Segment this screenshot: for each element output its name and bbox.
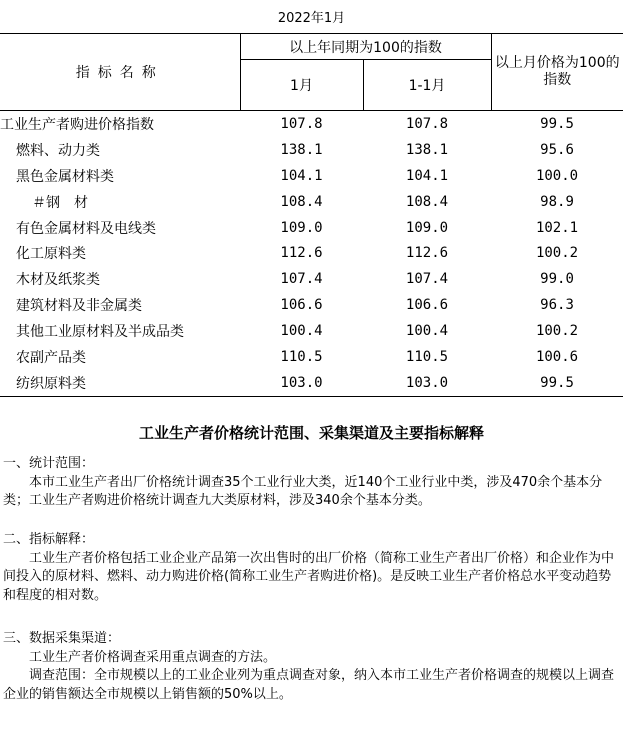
month-value: 110.5 bbox=[280, 348, 323, 365]
cumulative-value: 112.6 bbox=[405, 245, 449, 262]
table-row bbox=[0, 137, 623, 163]
cumulative-value: 109.0 bbox=[405, 219, 449, 236]
month-value: 112.6 bbox=[280, 245, 323, 262]
price-index-table bbox=[0, 33, 623, 397]
indicator-text: 工业生产者价格包括工业企业产品第一次出售时的出厂价格（简称工业生产者出厂价格）和企业作为中间投入的原材料、燃料、动力购进价格(简称工业生产者购进价格)。是反映工业生产者价格总水平变动趋势和程度的相对数。 bbox=[3, 550, 615, 603]
row-name: 工业生产者购进价格指数 bbox=[0, 116, 154, 133]
cumulative-value: 110.5 bbox=[405, 348, 449, 365]
table-row bbox=[0, 111, 623, 137]
channel-heading: 三、数据采集渠道： bbox=[3, 631, 121, 646]
month-value: 108.4 bbox=[280, 193, 323, 210]
header-yoy-group: 以上年同期为100的指数 bbox=[240, 34, 491, 60]
month-value: 107.4 bbox=[280, 271, 323, 288]
mom-value: 100.6 bbox=[535, 348, 579, 365]
table-row bbox=[0, 318, 623, 344]
cumulative-value: 100.4 bbox=[405, 323, 449, 340]
report-date: 2022年1月 bbox=[277, 11, 346, 26]
mom-value: 100.0 bbox=[535, 167, 579, 184]
table-row bbox=[0, 344, 623, 370]
mom-value: 99.0 bbox=[540, 271, 574, 288]
table-row bbox=[0, 189, 623, 215]
cumulative-value: 104.1 bbox=[405, 167, 449, 184]
table-row bbox=[0, 240, 623, 266]
mom-value: 95.6 bbox=[540, 141, 574, 158]
cumulative-value: 138.1 bbox=[405, 141, 449, 158]
header-indicator-name: 指标名称 bbox=[0, 34, 240, 111]
table-row bbox=[0, 163, 623, 189]
header-mom-index: 以上月价格为100的指数 bbox=[491, 34, 623, 111]
scope-section bbox=[3, 455, 621, 511]
mom-value: 99.5 bbox=[491, 370, 623, 396]
month-value: 138.1 bbox=[280, 141, 323, 158]
channel-text-scope: 调查范围：全市规模以上的工业企业列为重点调查对象，纳入本市工业生产者价格调查的规模以上调查企业的销售额达全市规模以上销售额的50%以上。 bbox=[3, 668, 615, 702]
mom-value: 102.1 bbox=[535, 219, 579, 236]
channel-text-method: 工业生产者价格调查采用重点调查的方法。 bbox=[29, 649, 277, 665]
table-row bbox=[0, 266, 623, 292]
row-name: 农副产品类 bbox=[16, 349, 86, 366]
cumulative-value: 107.8 bbox=[405, 115, 449, 132]
mom-value: 100.2 bbox=[535, 245, 579, 262]
cumulative-value: 107.4 bbox=[405, 271, 449, 288]
indicator-section bbox=[3, 531, 621, 605]
row-name: 其他工业原材料及半成品类 bbox=[16, 324, 184, 341]
scope-heading: 一、统计范围： bbox=[3, 456, 95, 471]
month-value: 109.0 bbox=[280, 219, 323, 236]
scope-text: 本市工业生产者出厂价格统计调查35个工业行业大类，近140个工业行业中类，涉及470余个基本分类；工业生产者购进价格统计调查九大类原材料，涉及340余个基本分类。 bbox=[3, 474, 603, 508]
row-name: 黑色金属材料类 bbox=[16, 168, 114, 185]
mom-value: 99.5 bbox=[540, 115, 574, 132]
cumulative-value: 106.6 bbox=[405, 297, 449, 314]
row-name: 木材及纸浆类 bbox=[16, 272, 100, 289]
mom-value: 98.9 bbox=[540, 193, 574, 210]
cumulative-value: 103.0 bbox=[363, 370, 491, 396]
row-name: 化工原料类 bbox=[16, 246, 86, 263]
row-name: 燃料、动力类 bbox=[16, 142, 100, 159]
indicator-heading: 二、指标解释： bbox=[3, 532, 95, 547]
row-name: 纺织原料类 bbox=[0, 370, 240, 396]
mom-value: 100.2 bbox=[535, 323, 579, 340]
row-name: 有色金属材料及电线类 bbox=[16, 220, 156, 237]
header-month: 1月 bbox=[240, 60, 363, 111]
month-value: 103.0 bbox=[240, 370, 363, 396]
table-row bbox=[0, 370, 623, 396]
table-row bbox=[0, 292, 623, 318]
table-row bbox=[0, 215, 623, 241]
notes-title: 工业生产者价格统计范围、采集渠道及主要指标解释 bbox=[138, 424, 484, 442]
mom-value: 96.3 bbox=[540, 297, 574, 314]
header-cumulative: 1-1月 bbox=[363, 60, 491, 111]
month-value: 100.4 bbox=[280, 323, 323, 340]
month-value: 106.6 bbox=[280, 297, 323, 314]
month-value: 104.1 bbox=[280, 167, 323, 184]
row-name: 建筑材料及非金属类 bbox=[16, 298, 142, 315]
cumulative-value: 108.4 bbox=[405, 193, 449, 210]
channel-section bbox=[3, 630, 621, 704]
row-name: ＃钢 材 bbox=[32, 194, 88, 211]
month-value: 107.8 bbox=[280, 115, 323, 132]
